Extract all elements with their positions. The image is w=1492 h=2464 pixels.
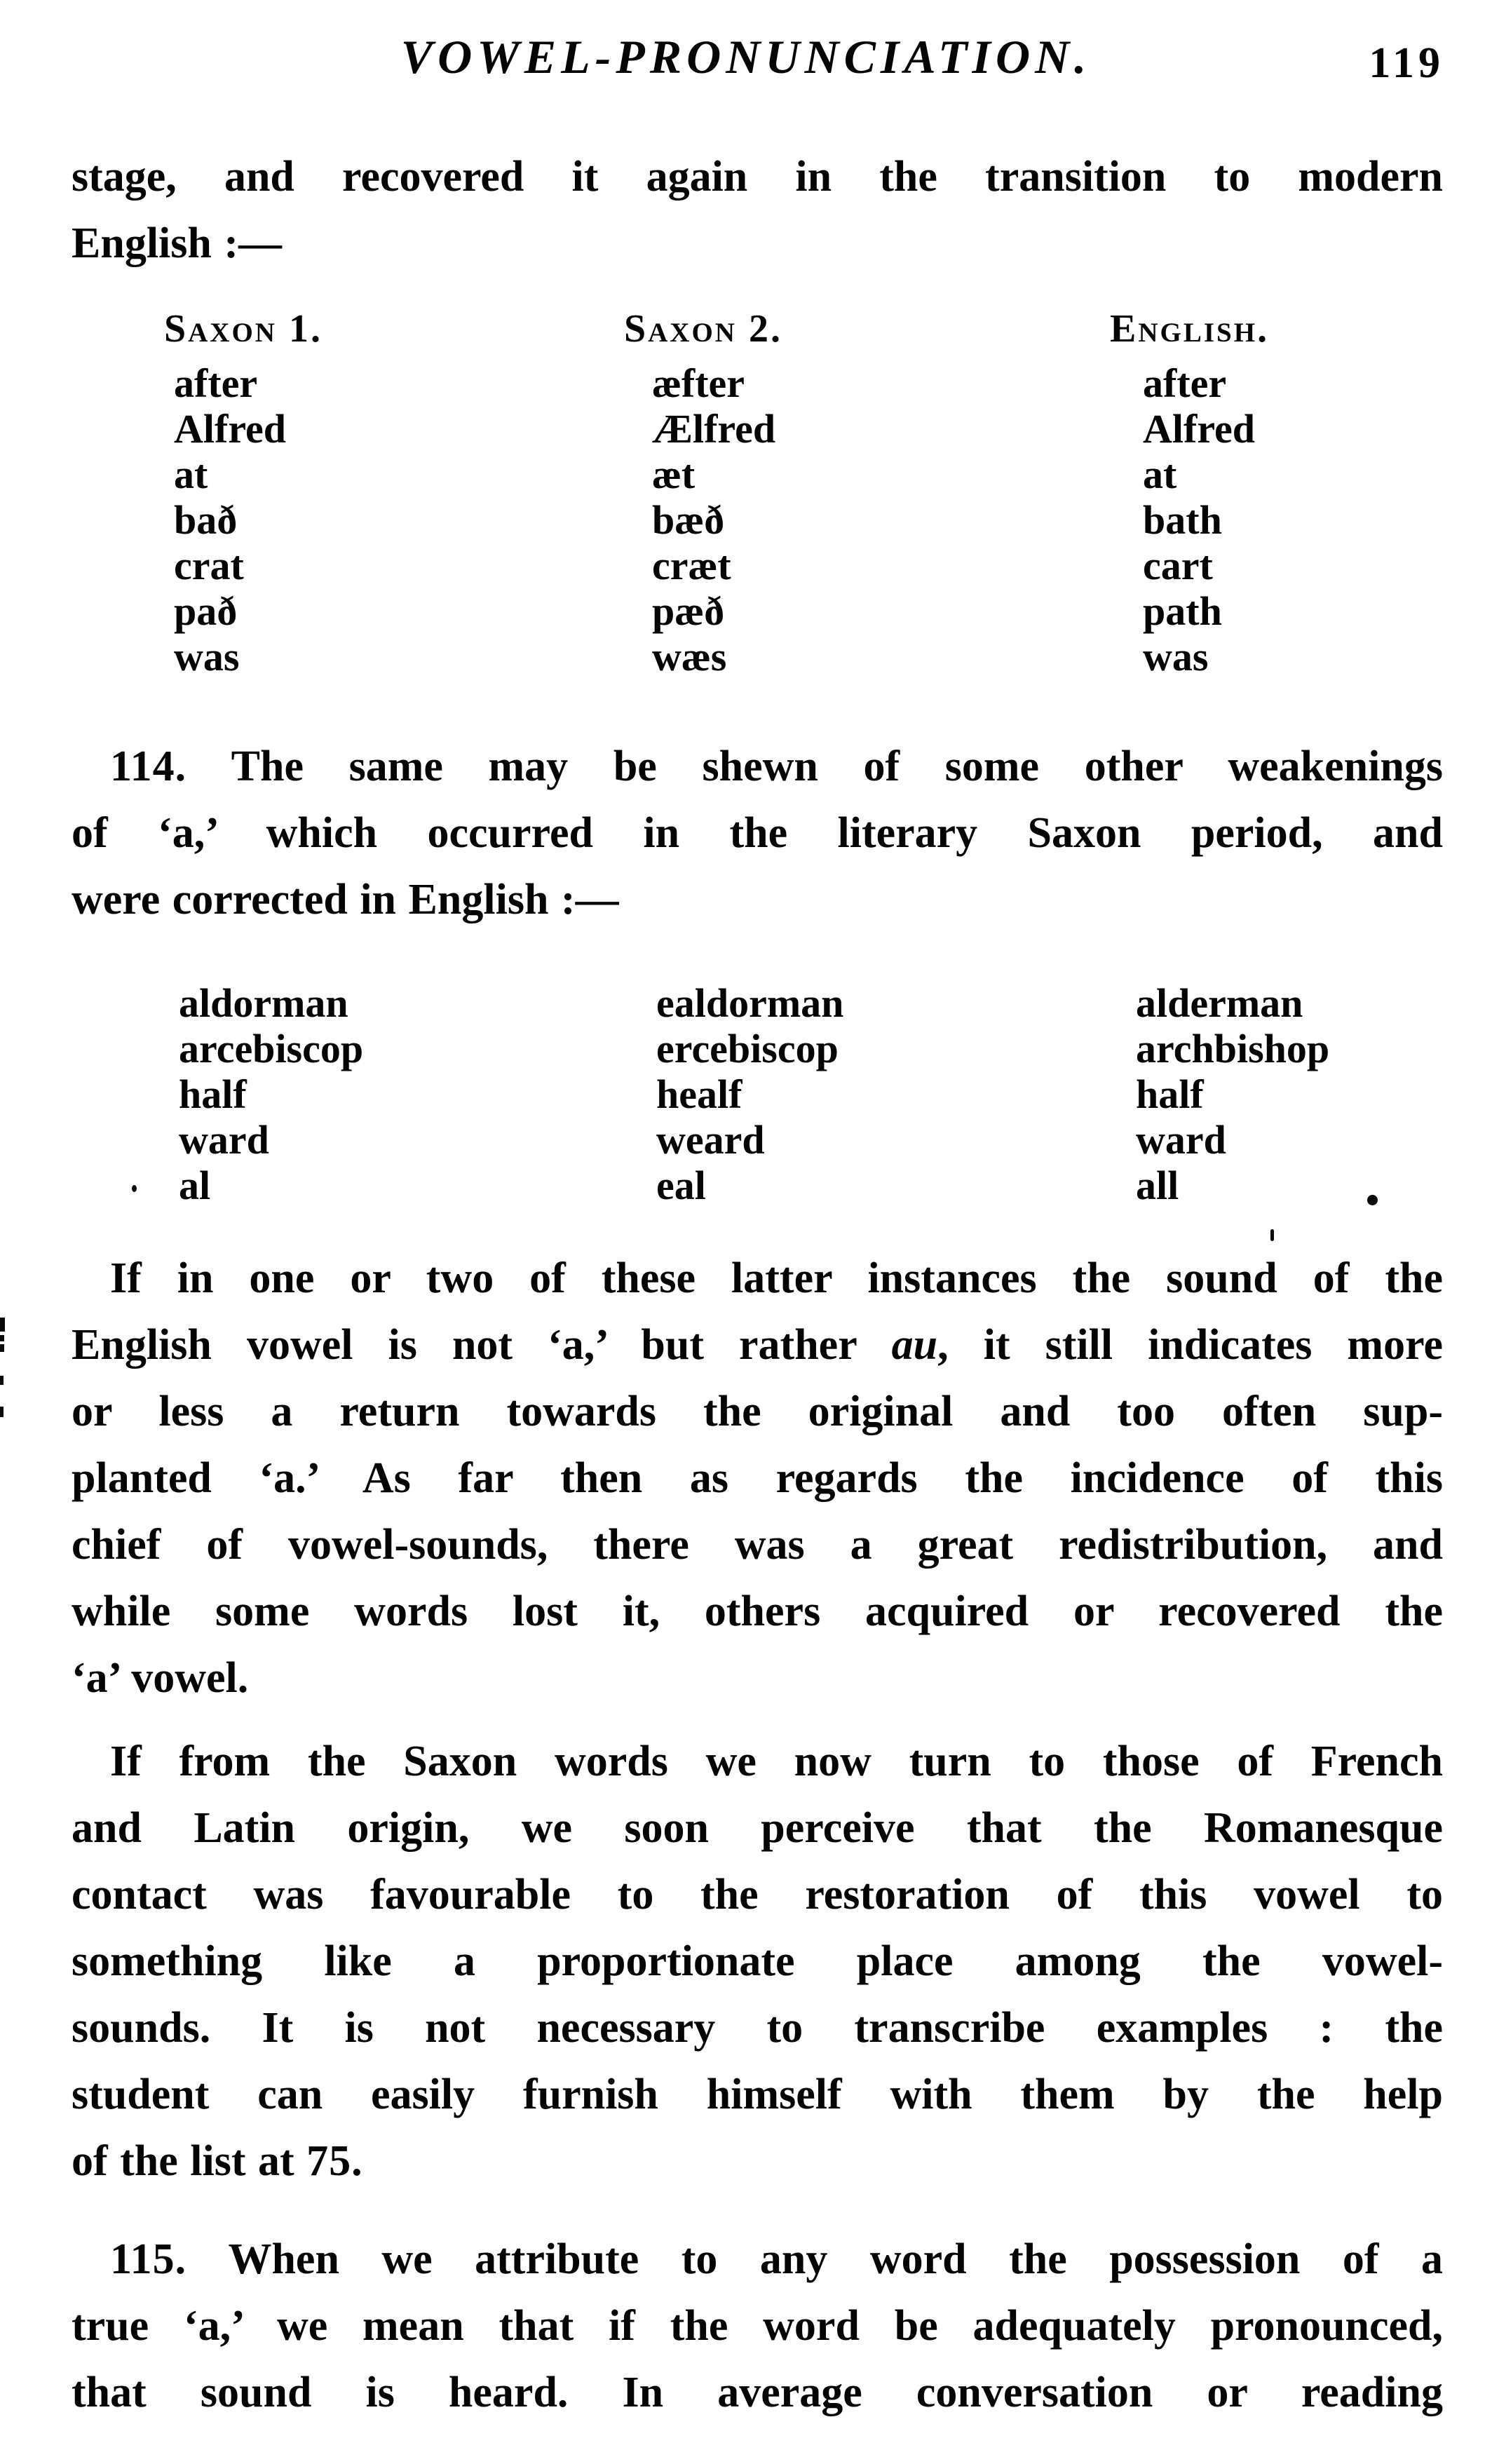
table-cell: was	[1143, 634, 1209, 679]
text-line	[72, 2062, 1443, 2128]
text-line	[72, 2128, 1443, 2195]
bold-number: 115.	[110, 2235, 187, 2283]
table-cell: half	[1136, 1071, 1204, 1117]
table-cell: was	[174, 634, 240, 679]
table-row	[0, 1071, 1492, 1117]
table-cell: ercebiscop	[656, 1026, 839, 1071]
table-cell: arcebiscop	[179, 1026, 364, 1071]
table-cell: path	[1143, 588, 1222, 634]
text-line	[72, 800, 1443, 867]
table-cell: bæð	[652, 497, 725, 543]
paragraph-115	[72, 2226, 1443, 2426]
paragraph-114	[72, 733, 1443, 933]
table-row	[0, 360, 1492, 406]
body-text: planted ‘a.’ As far then as regards the incidence of this	[72, 1454, 1443, 1502]
body-text: student can easily furnish himself with them by the help	[72, 2071, 1443, 2118]
text-line	[72, 1312, 1443, 1379]
table-row	[0, 1117, 1492, 1163]
text-line	[72, 1928, 1443, 1995]
scan-artifact	[0, 1407, 4, 1417]
page-number: 119	[1369, 39, 1444, 87]
table-cell: half	[179, 1071, 247, 1117]
body-text: If from the Saxon words we now turn to those of French	[110, 1738, 1443, 1785]
table-row	[0, 1163, 1492, 1208]
table-cell: healf	[656, 1071, 742, 1117]
table-cell: aldorman	[179, 980, 348, 1026]
text-line	[72, 1445, 1443, 1512]
table-row	[0, 634, 1492, 679]
table-cell: alderman	[1136, 980, 1303, 1026]
text-line	[72, 867, 1443, 933]
body-text: sounds. It is not necessary to transcribe examples : the	[72, 2004, 1443, 2052]
table-cell: at	[174, 452, 208, 497]
text-line	[72, 1578, 1443, 1645]
body-text: English :—	[72, 219, 283, 267]
table-cell: Ælfred	[652, 406, 776, 452]
table-cell: at	[1143, 452, 1177, 497]
body-text: When we attribute to any word the possession of a	[186, 2235, 1443, 2283]
text-line	[72, 2293, 1443, 2360]
body-text: If in one or two of these latter instances the sound of the	[110, 1254, 1443, 1302]
table-cell: cræt	[652, 543, 731, 588]
table-cell: bath	[1143, 497, 1222, 543]
body-text: chief of vowel-sounds, there was a great redistribution, and	[72, 1521, 1443, 1569]
body-text: true ‘a,’ we mean that if the word be adequately pronounced,	[72, 2302, 1443, 2350]
table-row	[0, 980, 1492, 1026]
text-line	[72, 1728, 1443, 1795]
table-row	[0, 497, 1492, 543]
scan-artifact	[0, 1335, 4, 1341]
table-row	[0, 1026, 1492, 1071]
table-row	[0, 452, 1492, 497]
body-text: stage, and recovered it again in the transition to modern	[72, 153, 1443, 201]
scan-artifact	[1270, 1229, 1274, 1241]
table-row	[0, 406, 1492, 452]
table-cell: Alfred	[1143, 406, 1256, 452]
body-text: .	[351, 2137, 362, 2185]
body-text: were corrected in English :—	[72, 876, 619, 923]
bold-number: 75	[306, 2137, 352, 2185]
text-line	[72, 1245, 1443, 1312]
table-cell: ward	[1136, 1117, 1226, 1163]
text-line	[72, 1862, 1443, 1928]
table-cell: archbishop	[1136, 1026, 1330, 1071]
body-text: of ‘a,’ which occurred in the literary Saxon period, and	[72, 809, 1443, 857]
body-text: or less a return towards the original and too often sup-	[72, 1388, 1443, 1435]
paragraph-intro	[72, 144, 1443, 277]
paragraph-latter-instances	[72, 1245, 1443, 1712]
body-text: ‘a’ vowel.	[72, 1654, 249, 1702]
table-cell: ealdorman	[656, 980, 844, 1026]
table-cell: æfter	[652, 360, 745, 406]
table-row	[0, 588, 1492, 634]
table-cell: all	[1136, 1163, 1179, 1208]
text-line	[72, 210, 1443, 277]
body-text: English vowel is not ‘a,’ but rather	[72, 1321, 892, 1369]
body-text: that sound is heard. In average conversation or reading	[72, 2369, 1443, 2416]
text-line	[72, 1379, 1443, 1445]
text-line	[72, 1645, 1443, 1712]
table1-header-saxon1: Saxon 1.	[164, 307, 323, 351]
table-cell: æt	[652, 452, 696, 497]
text-line	[72, 2226, 1443, 2293]
table-row	[0, 543, 1492, 588]
text-line	[72, 2360, 1443, 2426]
body-text: , it still indicates more	[937, 1321, 1443, 1369]
running-head-title: VOWEL-PRONUNCIATION.	[400, 30, 1092, 83]
text-line	[72, 1795, 1443, 1862]
italic-text: au	[891, 1321, 938, 1369]
table-cell: after	[1143, 360, 1227, 406]
table2-word-comparison	[0, 980, 1492, 1208]
table-cell: cart	[1143, 543, 1213, 588]
table1-header-saxon2: Saxon 2.	[624, 307, 782, 351]
table-cell: weard	[656, 1117, 765, 1163]
table-cell: after	[174, 360, 258, 406]
paragraph-french-latin	[72, 1728, 1443, 2195]
body-text: while some words lost it, others acquired or recovered the	[72, 1588, 1443, 1635]
body-text: something like a proportionate place among the vowel-	[72, 1937, 1443, 1985]
bold-number: 114.	[110, 743, 187, 790]
body-text: The same may be shewn of some other weakenings	[186, 743, 1443, 790]
table-cell: crat	[174, 543, 244, 588]
table-cell: Alfred	[174, 406, 287, 452]
text-line	[72, 1512, 1443, 1578]
table-cell: pæð	[652, 588, 725, 634]
table-cell: bað	[174, 497, 238, 543]
scan-artifact	[0, 1344, 4, 1352]
table1-header-english: English.	[1110, 307, 1270, 351]
table-cell: wæs	[652, 634, 727, 679]
table-cell: al	[179, 1163, 211, 1208]
body-text: of the list at	[72, 2137, 307, 2185]
table-cell: ward	[179, 1117, 269, 1163]
scan-artifact	[0, 1318, 5, 1332]
text-line	[72, 733, 1443, 800]
scan-artifact	[0, 1376, 4, 1385]
table-cell: eal	[656, 1163, 706, 1208]
text-line	[72, 1995, 1443, 2062]
scan-artifact	[132, 1185, 137, 1192]
table1-header-row	[0, 306, 1492, 352]
table1-word-comparison	[0, 360, 1492, 679]
body-text: contact was favourable to the restoration of this vowel to	[72, 1871, 1443, 1918]
body-text: and Latin origin, we soon perceive that the Romanesque	[72, 1804, 1443, 1852]
scan-artifact	[1367, 1195, 1378, 1205]
table-cell: pað	[174, 588, 238, 634]
text-line	[72, 144, 1443, 210]
